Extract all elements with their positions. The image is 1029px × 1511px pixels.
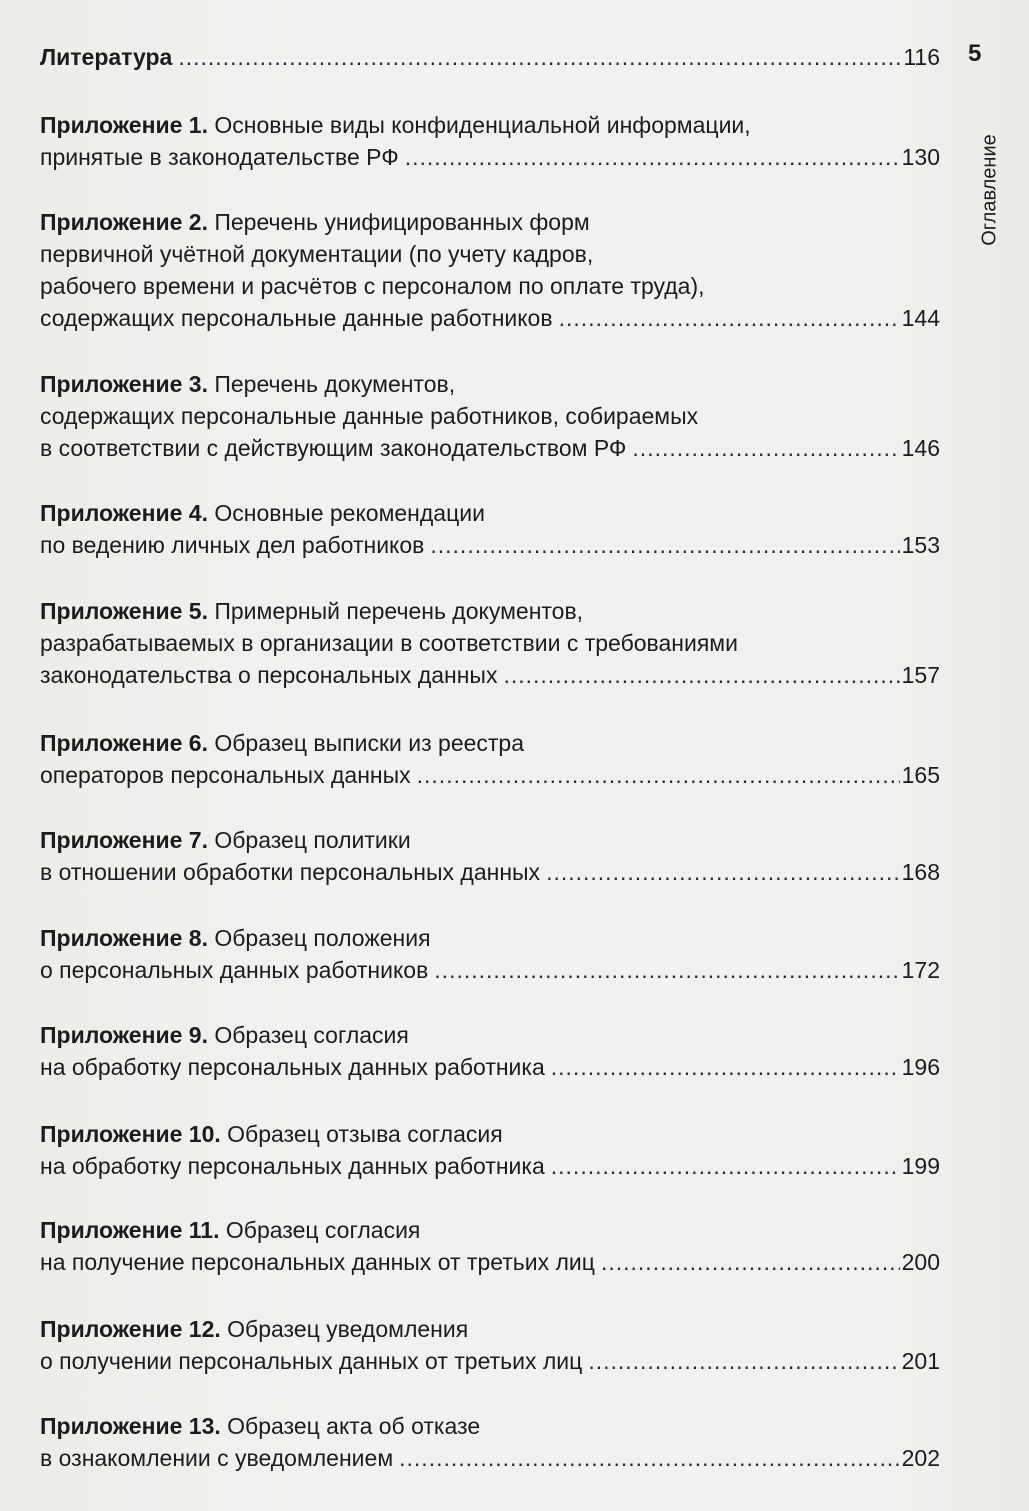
toc-entry-appendix-5[interactable] xyxy=(40,595,940,691)
toc-entry-title-line: операторов персональных данных xyxy=(40,762,411,788)
toc-entry-title-line: Образец акта об отказе xyxy=(227,1413,481,1439)
toc-page-number: 168 xyxy=(901,859,940,885)
dot-leader xyxy=(546,856,900,888)
dot-leader xyxy=(503,659,899,691)
dot-leader xyxy=(632,432,899,464)
toc-page-number: 165 xyxy=(901,762,940,788)
toc-entry-title-line: Образец отзыва согласия xyxy=(227,1121,503,1147)
toc-entry-title-line: Основные рекомендации xyxy=(214,500,485,526)
running-head-text: Оглавление xyxy=(978,134,1001,246)
toc-entry-label: Приложение 12. xyxy=(40,1316,221,1342)
toc-entry-title: Литература xyxy=(40,44,173,70)
toc-entry-title-line: на получение персональных данных от третьих лиц xyxy=(40,1249,595,1275)
toc-entry-title-line: принятые в законодательстве РФ xyxy=(40,144,399,170)
toc-entry-title-line: в отношении обработки персональных данных xyxy=(40,859,541,885)
toc-entry-title-line: на обработку персональных данных работника xyxy=(40,1153,545,1179)
dot-leader xyxy=(559,302,900,334)
toc-page-number: 196 xyxy=(901,1054,940,1080)
page-number: 5 xyxy=(968,40,982,67)
toc-entry-title-line: в соответствии с действующим законодательством РФ xyxy=(40,435,627,461)
toc-entry-appendix-1[interactable] xyxy=(40,109,940,173)
toc-entry-appendix-13[interactable] xyxy=(40,1410,940,1474)
toc-entry-appendix-10[interactable] xyxy=(40,1118,940,1182)
toc-entry-title-line: по ведению личных дел работников xyxy=(40,532,425,558)
toc-entry-label: Приложение 11. xyxy=(40,1217,220,1243)
toc-entry-title-line: разрабатываемых в организации в соответствии с требованиями xyxy=(40,630,738,656)
toc-entry-title-line: Основные виды конфиденциальной информации, xyxy=(214,112,751,138)
toc-entry-title-line: Образец положения xyxy=(214,925,431,951)
toc-entry-label: Приложение 10. xyxy=(40,1121,221,1147)
toc-entry-title-line: Перечень документов, xyxy=(214,371,456,397)
dot-leader xyxy=(417,759,900,791)
toc-page-number: 157 xyxy=(901,662,940,688)
toc-entry-label: Приложение 2. xyxy=(40,209,208,235)
toc-page-number: 153 xyxy=(901,532,940,558)
toc-entry-title-line: на обработку персональных данных работника xyxy=(40,1054,545,1080)
dot-leader xyxy=(399,1442,899,1474)
toc-entry-appendix-8[interactable] xyxy=(40,922,940,986)
toc-entry-title-line: в ознакомлении с уведомлением xyxy=(40,1445,394,1471)
dot-leader xyxy=(405,141,900,173)
toc-entry-appendix-6[interactable] xyxy=(40,727,940,791)
toc-entry-title-line: Образец согласия xyxy=(225,1217,421,1243)
toc-entry-title-line: Примерный перечень документов, xyxy=(214,598,584,624)
toc-entry-title-line: о получении персональных данных от третьих лиц xyxy=(40,1348,583,1374)
toc-entry-appendix-11[interactable] xyxy=(40,1214,940,1278)
toc-entry-label: Приложение 6. xyxy=(40,730,208,756)
toc-entry-title-line: содержащих персональные данные работников, собираемых xyxy=(40,403,699,429)
toc-entry-title-line: Образец выписки из реестра xyxy=(214,730,525,756)
dot-leader xyxy=(601,1246,900,1278)
toc-page-number: 201 xyxy=(901,1348,940,1374)
toc-entry-title-line: Перечень унифицированных форм xyxy=(214,209,590,235)
toc-page-number: 116 xyxy=(903,44,940,70)
toc-entry-label: Приложение 4. xyxy=(40,500,208,526)
toc-entry-title-line: Образец политики xyxy=(214,827,411,853)
toc-page-number: 130 xyxy=(901,144,940,170)
toc-entry-appendix-4[interactable] xyxy=(40,497,940,561)
toc-entry-appendix-9[interactable] xyxy=(40,1019,940,1083)
toc-page-number: 146 xyxy=(901,435,940,461)
toc-entry-title-line: законодательства о персональных данных xyxy=(40,662,498,688)
dot-leader xyxy=(551,1051,900,1083)
toc-entry-appendix-2[interactable] xyxy=(40,206,940,334)
toc-page-number: 200 xyxy=(901,1249,940,1275)
toc-entry-appendix-12[interactable] xyxy=(40,1313,940,1377)
toc-page-number: 202 xyxy=(901,1445,940,1471)
toc-entry-title-line: содержащих персональные данные работников xyxy=(40,305,553,331)
toc-entry-label: Приложение 8. xyxy=(40,925,208,951)
toc-page-number: 172 xyxy=(901,957,940,983)
toc-entry-label: Приложение 7. xyxy=(40,827,208,853)
toc-entry-label: Приложение 1. xyxy=(40,112,208,138)
toc-entry-literature[interactable] xyxy=(40,41,940,73)
toc-entry-label: Приложение 13. xyxy=(40,1413,221,1439)
toc-entry-label: Приложение 5. xyxy=(40,598,208,624)
toc-entry-title-line: о персональных данных работников xyxy=(40,957,429,983)
dot-leader xyxy=(588,1345,899,1377)
dot-leader xyxy=(551,1150,900,1182)
toc-entry-appendix-7[interactable] xyxy=(40,824,940,888)
toc-entry-appendix-3[interactable] xyxy=(40,368,940,464)
dot-leader xyxy=(434,954,899,986)
toc-entry-title-line: Образец уведомления xyxy=(227,1316,469,1342)
dot-leader xyxy=(178,41,901,73)
toc-entry-title-line: первичной учётной документации (по учету кадров, xyxy=(40,241,594,267)
toc-entry-title-line: рабочего времени и расчётов с персоналом по оплате труда), xyxy=(40,273,705,299)
running-head xyxy=(978,110,1002,270)
toc-entry-title-line: Образец согласия xyxy=(214,1022,409,1048)
toc-entry-label: Приложение 3. xyxy=(40,371,208,397)
toc-page-number: 199 xyxy=(901,1153,940,1179)
toc-entry-label: Приложение 9. xyxy=(40,1022,208,1048)
toc-page-number: 144 xyxy=(901,305,940,331)
dot-leader xyxy=(430,529,899,561)
